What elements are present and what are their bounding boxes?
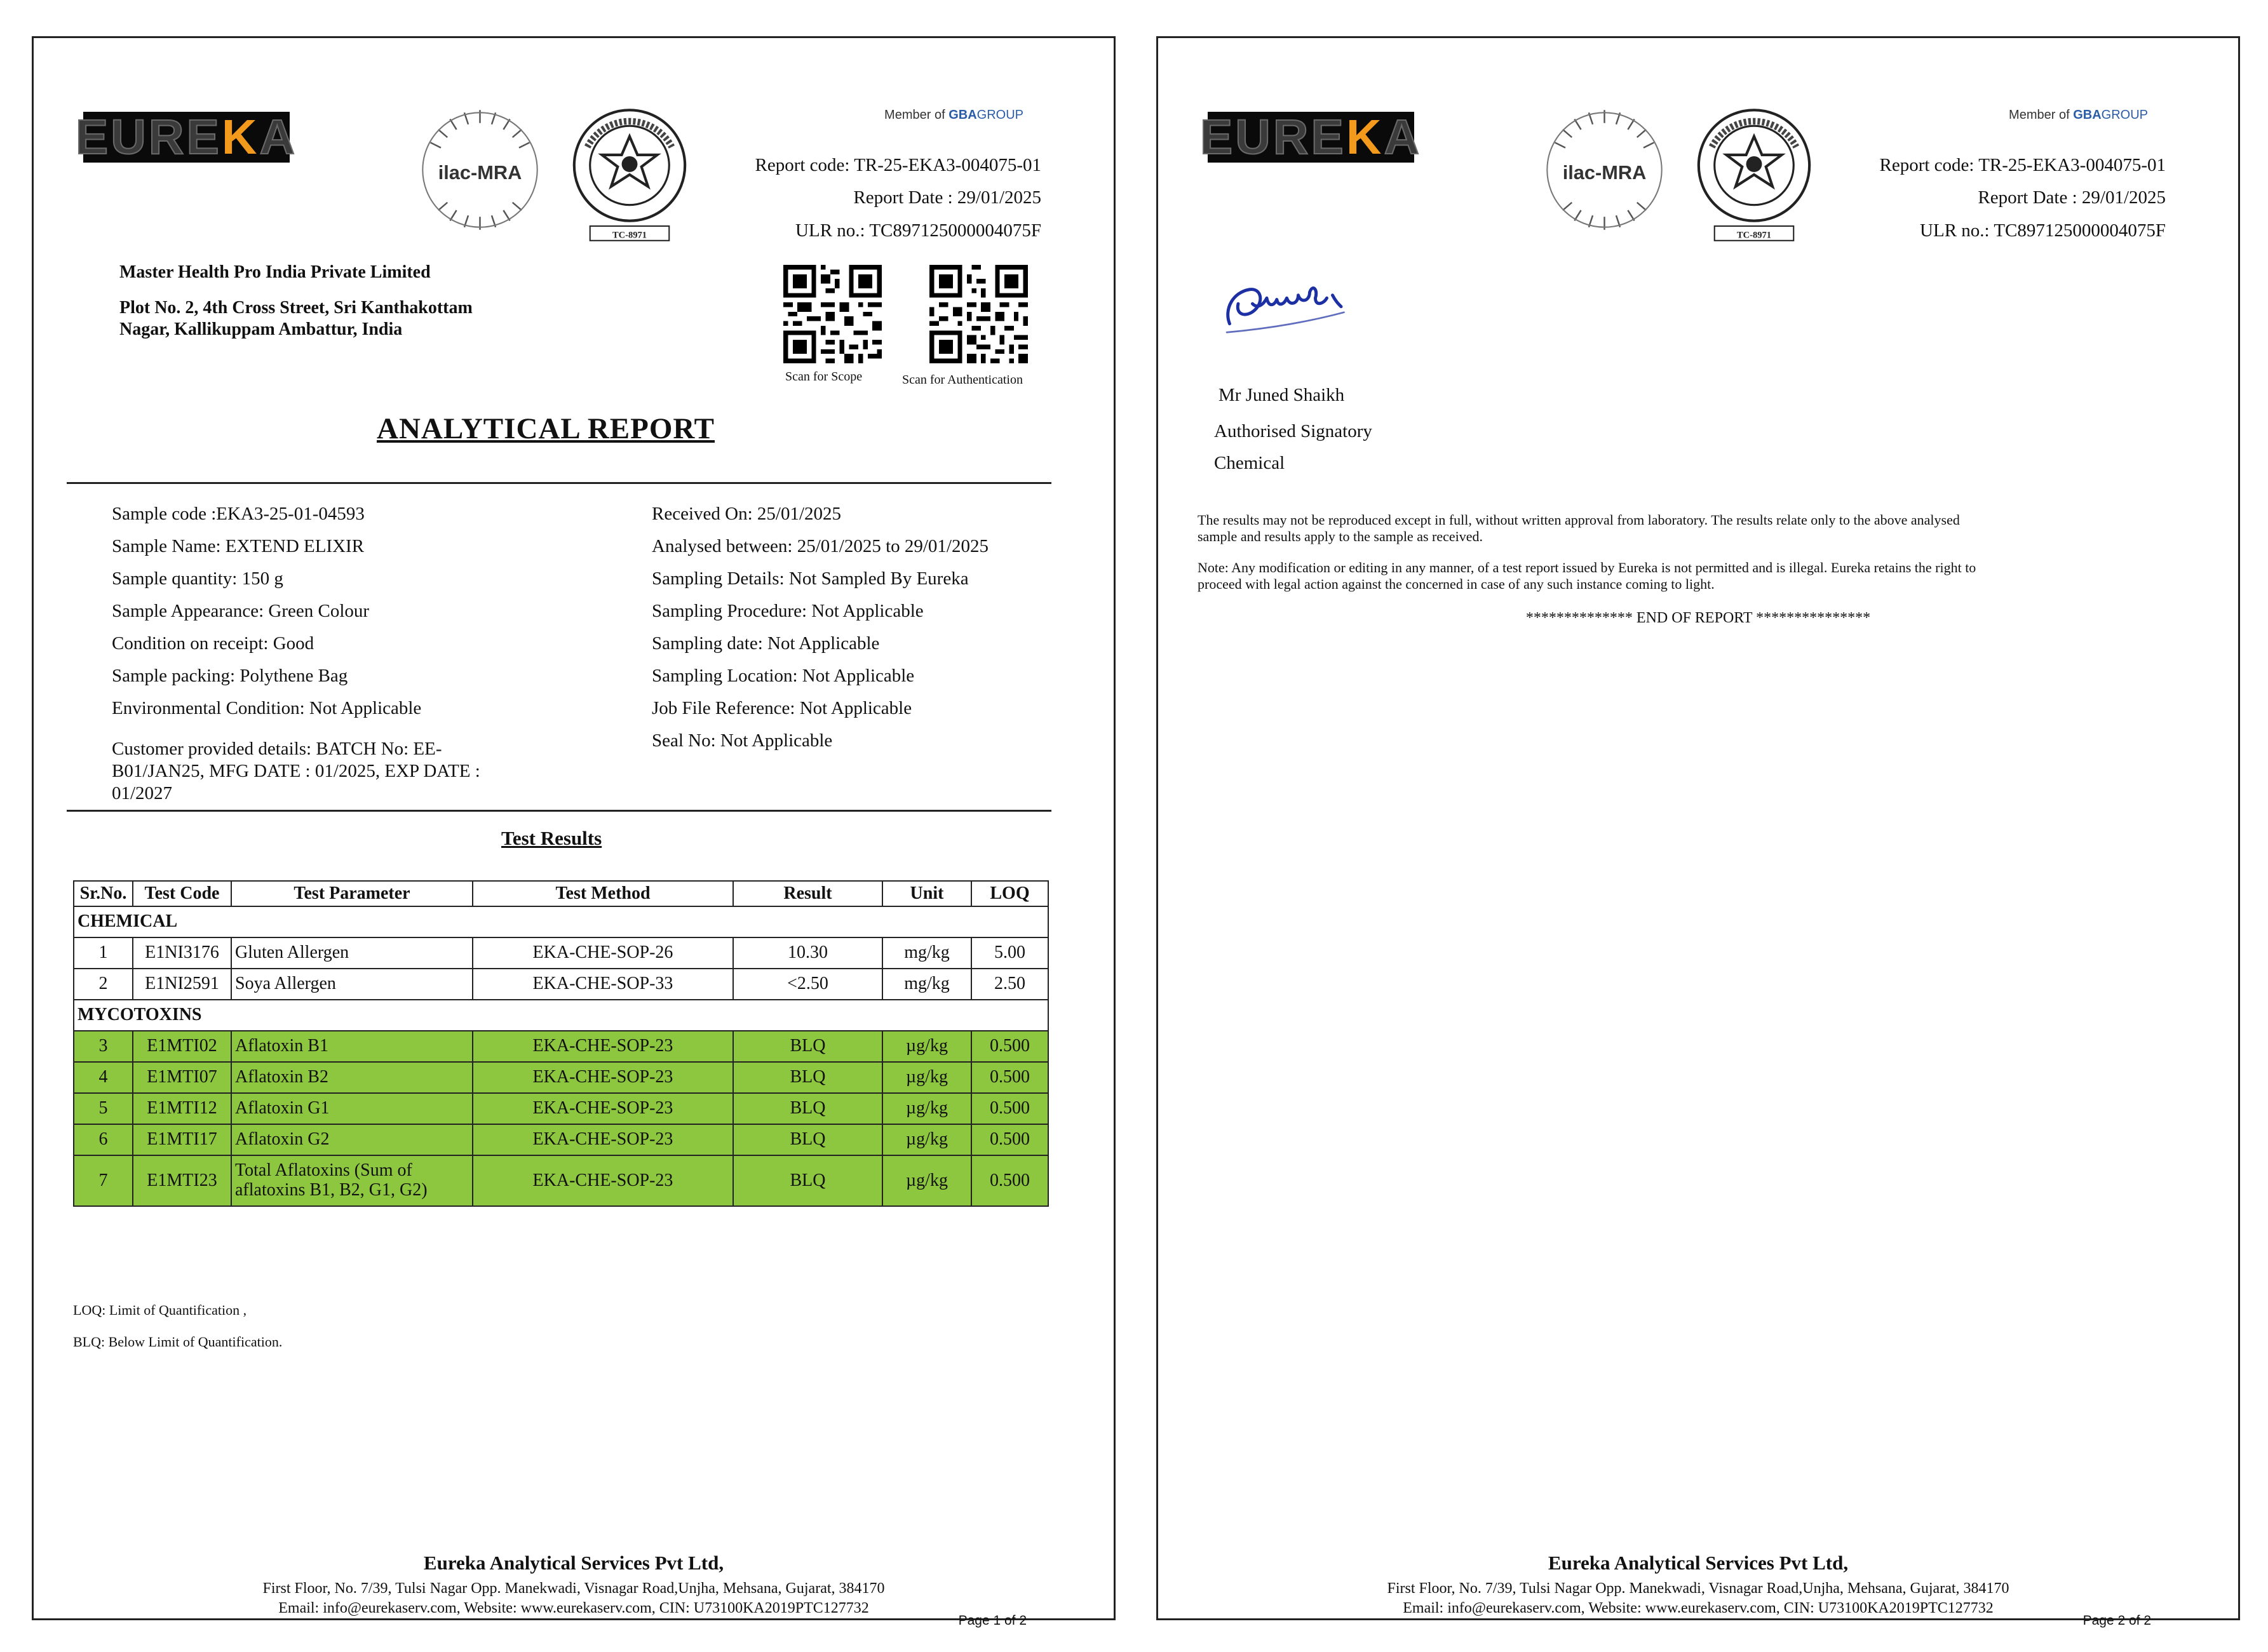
condition-on-receipt: Condition on receipt: Good	[112, 633, 314, 654]
analysed-between: Analysed between: 25/01/2025 to 29/01/2025	[652, 536, 989, 556]
category-row-chemical: CHEMICAL	[74, 906, 1048, 937]
scan-for-scope-label: Scan for Scope	[785, 370, 863, 384]
signatory-role: Authorised Signatory	[1214, 421, 1372, 441]
col-result: Result	[733, 881, 882, 906]
page-number: Page 1 of 2	[958, 1613, 1027, 1628]
eureka-logo: EUREKA	[75, 109, 298, 165]
sample-quantity: Sample quantity: 150 g	[112, 568, 283, 589]
report-date: Report Date : 29/01/2025	[1978, 187, 2166, 208]
footer-address: First Floor, No. 7/39, Tulsi Nagar Opp. Manekwadi, Visnagar Road,Unjha, Mehsana, Gujarat, 384170	[1387, 1580, 2009, 1597]
table-row: 2 E1NI2591 Soya Allergen EKA-CHE-SOP-33 <2.50 mg/kg 2.50	[74, 969, 1048, 1000]
test-results-table	[73, 880, 1049, 1207]
scan-for-authentication-label: Scan for Authentication	[902, 373, 1023, 387]
sampling-location: Sampling Location: Not Applicable	[652, 666, 915, 686]
col-test-parameter: Test Parameter	[231, 881, 473, 906]
table-row: 1 E1NI3176 Gluten Allergen EKA-CHE-SOP-26 10.30 mg/kg 5.00	[74, 937, 1048, 969]
col-unit: Unit	[882, 881, 971, 906]
divider-bottom	[67, 810, 1051, 812]
client-address-line1: Plot No. 2, 4th Cross Street, Sri Kanthakottam	[119, 298, 473, 318]
qr-code-scope[interactable]	[780, 265, 885, 363]
ulr-number: ULR no.: TC897125000004075F	[1920, 220, 2166, 241]
qr-code-authentication[interactable]	[926, 265, 1031, 363]
footer-contact: Email: info@eurekaserv.com, Website: www.eurekaserv.com, CIN: U73100KA2019PTC127732	[1403, 1600, 1994, 1616]
footer-company: Eureka Analytical Services Pvt Ltd,	[423, 1552, 724, 1574]
svg-text:ilac-MRA: ilac-MRA	[438, 161, 522, 184]
sample-appearance: Sample Appearance: Green Colour	[112, 601, 370, 621]
footer-contact: Email: info@eurekaserv.com, Website: www.eurekaserv.com, CIN: U73100KA2019PTC127732	[278, 1600, 869, 1616]
footer-address: First Floor, No. 7/39, Tulsi Nagar Opp. Manekwadi, Visnagar Road,Unjha, Mehsana, Gujarat, 384170	[262, 1580, 885, 1597]
sampling-procedure: Sampling Procedure: Not Applicable	[652, 601, 924, 621]
page-number: Page 2 of 2	[2082, 1613, 2151, 1628]
blq-footnote: BLQ: Below Limit of Quantification.	[73, 1334, 283, 1350]
signature-image	[1215, 260, 1358, 356]
table-row: 7 E1MTI23 Total Aflatoxins (Sum of aflatoxins B1, B2, G1, G2) EKA-CHE-SOP-23 BLQ µg/kg 0.500	[74, 1155, 1048, 1206]
received-on: Received On: 25/01/2025	[652, 504, 842, 524]
sample-details-left	[112, 503, 421, 723]
client-address-line2: Nagar, Kallikuppam Ambattur, India	[119, 319, 403, 339]
sampling-date: Sampling date: Not Applicable	[652, 633, 880, 654]
table-row: 4 E1MTI07 Aflatoxin B2 EKA-CHE-SOP-23 BLQ µg/kg 0.500	[74, 1062, 1048, 1093]
loq-footnote: LOQ: Limit of Quantification ,	[73, 1302, 247, 1318]
report-page-2	[1156, 36, 2240, 1628]
table-row: 5 E1MTI12 Aflatoxin G1 EKA-CHE-SOP-23 BLQ µg/kg 0.500	[74, 1093, 1048, 1124]
nabl-seal	[563, 105, 696, 245]
col-test-method: Test Method	[473, 881, 733, 906]
test-results-heading: Test Results	[501, 827, 602, 849]
sample-details-right	[652, 503, 989, 755]
sample-name: Sample Name: EXTEND ELIXIR	[112, 536, 365, 556]
svg-text:TC-8971: TC-8971	[612, 230, 647, 241]
report-title: ANALYTICAL REPORT	[377, 412, 715, 445]
customer-provided-details: Customer provided details: BATCH No: EE- B01/JAN25, MFG DATE : 01/2025, EXP DATE : 01/2027	[112, 739, 480, 803]
svg-text:ilac-MRA: ilac-MRA	[1562, 161, 1647, 184]
report-page-1	[32, 36, 1116, 1628]
table-header-row	[74, 881, 1048, 906]
eureka-logo: EUREKA	[1199, 109, 1422, 165]
divider-top	[67, 482, 1051, 484]
col-sr-no: Sr.No.	[74, 881, 133, 906]
nabl-seal	[1687, 105, 1821, 245]
report-code: Report code: TR-25-EKA3-004075-01	[1879, 155, 2166, 175]
col-test-code: Test Code	[133, 881, 231, 906]
sampling-details: Sampling Details: Not Sampled By Eureka	[652, 568, 969, 589]
report-code: Report code: TR-25-EKA3-004075-01	[755, 155, 1041, 175]
modification-note: Note: Any modification or editing in any manner, of a test report issued by Eureka is not permitted and is illegal. Eureka retains the right to proceed with legal action against the concerned in case of any such instance coming to light.	[1198, 560, 1976, 593]
gba-group-membership: Member of GBAGROUP	[884, 108, 1023, 122]
category-row-mycotoxins: MYCOTOXINS	[74, 1000, 1048, 1031]
table-row: 6 E1MTI17 Aflatoxin G2 EKA-CHE-SOP-23 BLQ µg/kg 0.500	[74, 1124, 1048, 1155]
footer-company: Eureka Analytical Services Pvt Ltd,	[1548, 1552, 1849, 1574]
svg-text:TC-8971: TC-8971	[1736, 230, 1772, 241]
ilac-mra-seal	[1539, 105, 1670, 235]
report-date: Report Date : 29/01/2025	[853, 187, 1041, 208]
seal-no: Seal No: Not Applicable	[652, 730, 833, 751]
environmental-condition: Environmental Condition: Not Applicable	[112, 698, 422, 718]
end-of-report: ************** END OF REPORT ***************	[1525, 610, 1871, 626]
gba-group-membership: Member of GBAGROUP	[2009, 108, 2148, 122]
signatory-department: Chemical	[1214, 453, 1285, 473]
reproduction-disclaimer: The results may not be reproduced except in full, without written approval from laboratory. The results relate only to the above analysed sample and results apply to the sample as received.	[1198, 512, 1960, 545]
sample-packing: Sample packing: Polythene Bag	[112, 666, 348, 686]
job-file-reference: Job File Reference: Not Applicable	[652, 698, 912, 718]
table-row: 3 E1MTI02 Aflatoxin B1 EKA-CHE-SOP-23 BLQ µg/kg 0.500	[74, 1031, 1048, 1062]
sample-code: Sample code :EKA3-25-01-04593	[112, 504, 365, 524]
col-loq: LOQ	[971, 881, 1048, 906]
ulr-number: ULR no.: TC897125000004075F	[795, 220, 1041, 241]
client-name: Master Health Pro India Private Limited	[119, 262, 431, 282]
signatory-name: Mr Juned Shaikh	[1218, 385, 1345, 405]
ilac-mra-seal	[415, 105, 545, 235]
